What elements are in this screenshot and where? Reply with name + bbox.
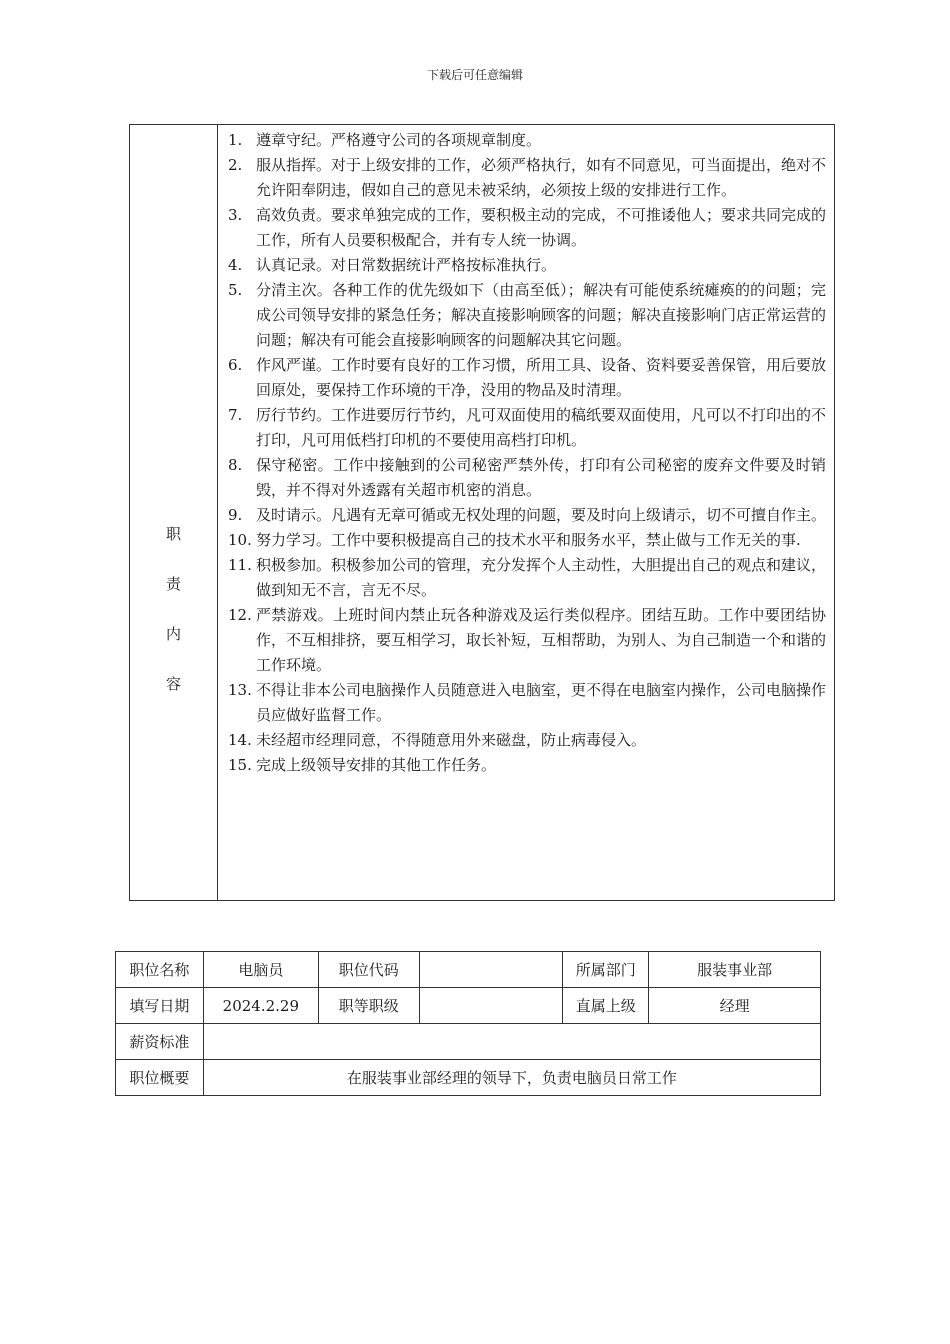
duty-number: 4.: [228, 256, 243, 274]
duty-item: [228, 603, 826, 678]
duty-text: 认真记录。对日常数据统计严格按标准执行。: [256, 256, 557, 274]
duties-label-char: 容: [165, 675, 181, 693]
duty-text: 积极参加。积极参加公司的管理，充分发挥个人主动性，大胆提出自己的观点和建议，做到知无不言，言无不尽。: [256, 556, 827, 599]
duty-number: 9.: [228, 506, 243, 524]
position-code-value: [419, 952, 563, 988]
duty-item: [228, 278, 826, 353]
position-info-table: [115, 951, 821, 1096]
duty-item: [228, 678, 826, 728]
duties-label-cell: [130, 125, 218, 900]
duty-item: [228, 203, 826, 253]
duty-text: 遵章守纪。严格遵守公司的各项规章制度。: [256, 131, 542, 149]
position-name-value: 电脑员: [203, 952, 318, 988]
duty-number: 14.: [228, 731, 252, 749]
table-row: [116, 988, 821, 1024]
summary-value: 在服装事业部经理的领导下，负责电脑员日常工作: [203, 1060, 820, 1096]
header-note: 下载后可任意编辑: [426, 68, 523, 82]
duty-text: 未经超市经理同意，不得随意用外来磁盘，防止病毒侵入。: [256, 731, 647, 749]
duty-number: 6.: [228, 356, 243, 374]
duty-number: 11.: [228, 556, 252, 574]
duty-text: 作风严谨。工作时要有良好的工作习惯，所用工具、设备、资料要妥善保管，用后要放回原处，要保持工作环境的干净，没用的物品及时清理。: [256, 356, 827, 399]
table-row: [116, 1060, 821, 1096]
duties-label-char: 内: [165, 625, 181, 643]
duty-text: 保守秘密。工作中接触到的公司秘密严禁外传，打印有公司秘密的废弃文件要及时销毁，并不得对外透露有关超市机密的消息。: [256, 456, 826, 499]
summary-label: 职位概要: [116, 1060, 204, 1096]
duty-text: 服从指挥。对于上级安排的工作，必须严格执行，如有不同意见，可当面提出，绝对不允许阳奉阴违，假如自己的意见未被采纳，必须按上级的安排进行工作。: [256, 156, 827, 199]
supervisor-value: 经理: [649, 988, 821, 1024]
duty-number: 2.: [228, 156, 243, 174]
duty-text: 完成上级领导安排的其他工作任务。: [256, 756, 497, 774]
table-row: [116, 952, 821, 988]
duty-item: [228, 453, 826, 503]
duty-text: 努力学习。工作中要积极提高自己的技术水平和服务水平，禁止做与工作无关的事.: [256, 531, 801, 549]
supervisor-label: 直属上级: [563, 988, 649, 1024]
duty-item: [228, 403, 826, 453]
duty-number: 10.: [228, 531, 252, 549]
grade-value: [419, 988, 563, 1024]
grade-label: 职等职级: [318, 988, 419, 1024]
duty-number: 7.: [228, 406, 243, 424]
duty-text: 不得让非本公司电脑操作人员随意进入电脑室，更不得在电脑室内操作，公司电脑操作员应做好监督工作。: [256, 681, 827, 724]
duty-number: 3.: [228, 206, 243, 224]
table-row: [116, 1024, 821, 1060]
duty-text: 严禁游戏。上班时间内禁止玩各种游戏及运行类似程序。团结互助。工作中要团结协作，不互相排挤，要互相学习，取长补短，互相帮助，为别人、为自己制造一个和谐的工作环境。: [256, 606, 827, 674]
duty-item: [228, 128, 826, 153]
duty-item: [228, 503, 826, 528]
department-label: 所属部门: [563, 952, 649, 988]
date-value: 2024.2.29: [203, 988, 318, 1024]
duty-item: [228, 353, 826, 403]
duty-item: [228, 553, 826, 603]
duties-list: [218, 125, 834, 900]
date-label: 填写日期: [116, 988, 204, 1024]
duty-number: 15.: [228, 756, 252, 774]
duties-table: [129, 124, 835, 901]
position-name-label: 职位名称: [116, 952, 204, 988]
duty-text: 分清主次。各种工作的优先级如下（由高至低）；解决有可能使系统瘫痪的的问题；完成公司领导安排的紧急任务；解决直接影响顾客的问题；解决直接影响门店正常运营的问题；解决有可能会直接影响顾客的问题解决其它问题。: [256, 281, 827, 349]
duty-number: 12.: [228, 606, 252, 624]
duties-label-char: 责: [165, 575, 181, 593]
position-code-label: 职位代码: [318, 952, 419, 988]
duties-label-char: 职: [165, 525, 181, 543]
duty-item: [228, 728, 826, 753]
duty-number: 8.: [228, 456, 243, 474]
duty-item: [228, 153, 826, 203]
duty-item: [228, 753, 826, 778]
salary-value: [203, 1024, 820, 1060]
duty-text: 及时请示。凡遇有无章可循或无权处理的问题，要及时向上级请示，切不可擅自作主。: [256, 506, 827, 524]
duty-number: 13.: [228, 681, 252, 699]
duty-number: 5.: [228, 281, 243, 299]
duty-number: 1.: [228, 131, 243, 149]
duty-item: [228, 528, 826, 553]
duty-text: 厉行节约。工作进要厉行节约，凡可双面使用的稿纸要双面使用，凡可以不打印出的不打印，凡可用低档打印机的不要使用高档打印机。: [256, 406, 827, 449]
salary-label: 薪资标准: [116, 1024, 204, 1060]
department-value: 服装事业部: [649, 952, 821, 988]
duty-item: [228, 253, 826, 278]
duty-text: 高效负责。要求单独完成的工作，要积极主动的完成，不可推诿他人；要求共同完成的工作，所有人员要积极配合，并有专人统一协调。: [256, 206, 827, 249]
